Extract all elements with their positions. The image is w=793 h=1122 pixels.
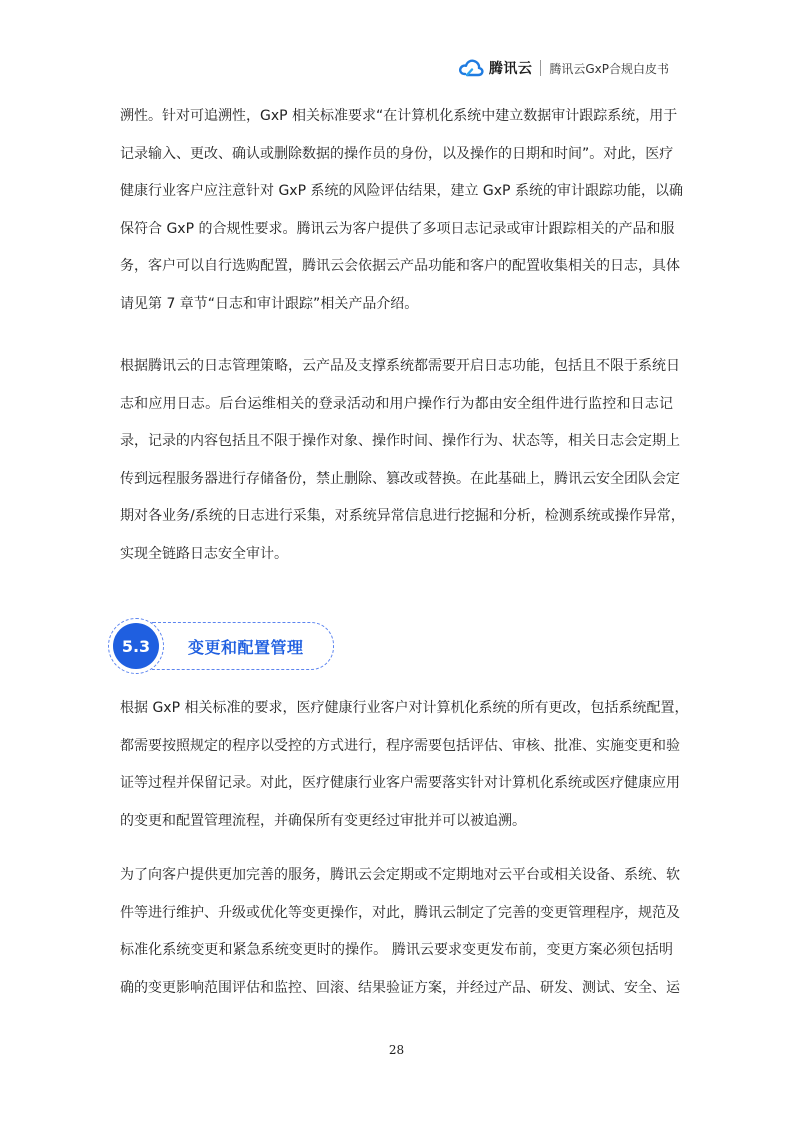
text-line: 记录输入、更改、确认或删除数据的操作员的身份，以及操作的日期和时间”。对此，医疗 [120, 145, 674, 162]
text-line: 标准化系统变更和紧急系统变更时的操作。 腾讯云要求变更发布前，变更方案必须包括明 [120, 942, 673, 958]
section-number-badge: 5.3 [113, 623, 159, 669]
text-line: 件等进行维护、升级或优化等变更操作，对此，腾讯云制定了完善的变更管理程序，规范及 [120, 904, 680, 921]
page-number: 28 [388, 1043, 405, 1057]
text-line: 实现全链路日志安全审计。 [120, 545, 288, 562]
text-line: 溯性。针对可追溯性，GxP 相关标准要求“在计算机化系统中建立数据审计跟踪系统，用于 [120, 108, 678, 124]
text-line: 证等过程并保留记录。对此，医疗健康行业客户需要落实针对计算机化系统或医疗健康应用 [120, 775, 680, 791]
paragraph-traceability [120, 98, 683, 323]
text-line: 为了向客户提供更加完善的服务，腾讯云会定期或不定期地对云平台或相关设备、系统、软 [120, 867, 680, 883]
section-number-ring [108, 618, 164, 674]
text-line: 健康行业客户应注意针对 GxP 系统的风险评估结果，建立 GxP 系统的审计跟踪功能，以确 [120, 183, 683, 199]
paragraph-change-requirements [120, 690, 689, 840]
text-line: 根据 GxP 相关标准的要求，医疗健康行业客户对计算机化系统的所有更改，包括系统配置， [120, 700, 689, 716]
text-line: 请见第 7 章节“日志和审计跟踪”相关产品介绍。 [120, 295, 419, 312]
text-line: 的变更和配置管理流程，并确保所有变更经过审批并可以被追溯。 [120, 812, 526, 829]
text-line: 录，记录的内容包括且不限于操作对象、操作时间、操作行为、状态等，相关日志会定期上 [120, 433, 680, 449]
paragraph-log-policy [120, 348, 685, 573]
text-line: 确的变更影响范围评估和监控、回滚、结果验证方案，并经过产品、研发、测试、安全、运 [120, 979, 680, 996]
paragraph-change-management [120, 857, 680, 1007]
text-line: 务，客户可以自行选购配置，腾讯云会依据云产品功能和客户的配置收集相关的日志，具体 [120, 258, 680, 274]
text-line: 期对各业务/系统的日志进行采集，对系统异常信息进行挖掘和分析，检测系统或操作异常， [120, 508, 685, 524]
text-line: 根据腾讯云的日志管理策略，云产品及支撑系统都需要开启日志功能，包括且不限于系统日 [120, 358, 680, 374]
text-line: 志和应用日志。后台运维相关的登录活动和用户操作行为都由安全组件进行监控和日志记 [120, 395, 673, 412]
section-heading [108, 618, 338, 676]
brand-name: 腾讯云 [488, 61, 533, 77]
page-header [458, 56, 669, 80]
section-title: 变更和配置管理 [188, 638, 304, 657]
text-line: 传到远程服务器进行存储备份，禁止删除、篡改或替换。在此基础上，腾讯云安全团队会定 [120, 470, 680, 487]
tencent-cloud-logo-icon [458, 58, 484, 78]
text-line: 保符合 GxP 的合规性要求。腾讯云为客户提供了多项日志记录或审计跟踪相关的产品和服 [120, 220, 675, 237]
document-title: 腾讯云GxP合规白皮书 [549, 61, 669, 76]
header-divider [540, 60, 541, 76]
text-line: 都需要按照规定的程序以受控的方式进行，程序需要包括评估、审核、批准、实施变更和验 [120, 737, 680, 754]
